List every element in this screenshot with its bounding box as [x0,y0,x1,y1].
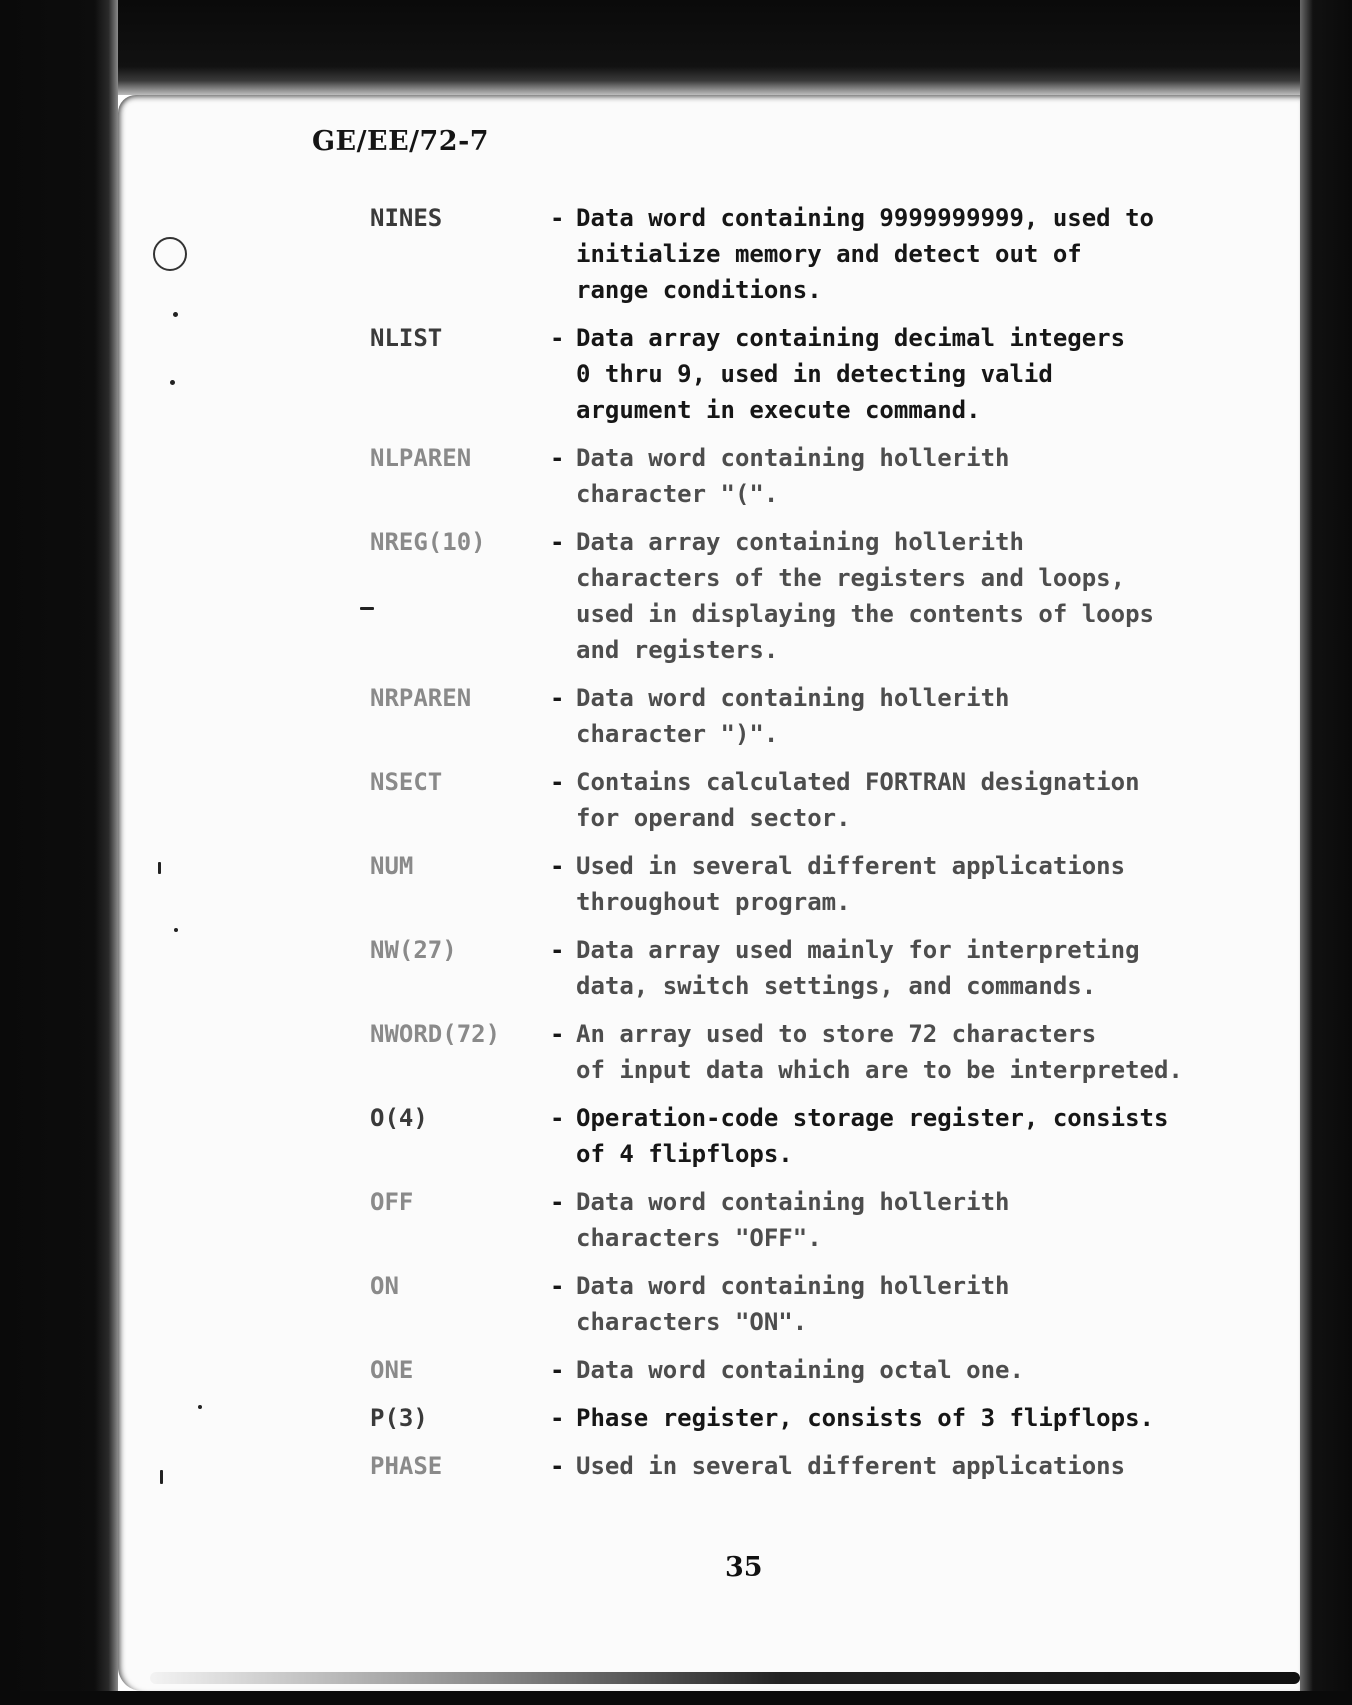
entry-name: NREG(10) [370,528,486,556]
glossary-entry [370,848,1200,920]
entry-description: Data word containing hollerith character "(". [576,444,1010,508]
glossary-entry [370,1184,1200,1256]
entry-name: P(3) [370,1404,428,1432]
scan-speck [173,312,178,317]
scan-speck [170,380,175,385]
glossary-entry [370,680,1200,752]
glossary-entry [370,200,1200,308]
entry-dash: - [550,1104,565,1132]
punch-hole-icon [153,237,187,271]
page-number: 35 [725,1552,763,1583]
glossary-list [370,200,1200,1496]
scan-speck [198,1405,202,1409]
entry-description: Phase register, consists of 3 flipflops. [576,1404,1154,1432]
entry-description: Data word containing octal one. [576,1356,1024,1384]
entry-dash: - [550,852,565,880]
entry-name: PHASE [370,1452,443,1480]
entry-name: NUM [370,852,414,880]
entry-dash: - [550,1404,565,1432]
report-identifier: GE/EE/72-7 [312,126,490,157]
entry-dash: - [550,444,565,472]
entry-name: OFF [370,1188,414,1216]
entry-name: NLPAREN [370,444,472,472]
entry-name: NRPAREN [370,684,472,712]
entry-name: NLIST [370,324,443,352]
entry-dash: - [550,1356,565,1384]
entry-description: An array used to store 72 characters of input data which are to be interpreted. [576,1020,1183,1084]
entry-name: NINES [370,204,443,232]
scan-edge-shadow [150,1672,1300,1684]
entry-name: NWORD(72) [370,1020,501,1048]
scan-speck [160,1470,163,1484]
scan-speck [174,928,178,932]
glossary-entry [370,1100,1200,1172]
scan-frame-left [0,0,118,1705]
entry-dash: - [550,684,565,712]
entry-dash: - [550,204,565,232]
entry-name: ON [370,1272,399,1300]
entry-dash: - [550,1452,565,1480]
glossary-entry [370,764,1200,836]
glossary-entry [370,932,1200,1004]
glossary-entry [370,524,1200,668]
entry-name: O(4) [370,1104,428,1132]
scan-speck [158,862,161,874]
entry-dash: - [550,324,565,352]
scan-frame-right [1300,0,1352,1705]
entry-description: Data word containing hollerith character ")". [576,684,1010,748]
glossary-entry [370,1352,1200,1388]
entry-dash: - [550,936,565,964]
entry-description: Data array containing hollerith characters of the registers and loops, used in displaying the contents of loops and registers. [576,528,1154,664]
entry-description: Used in several different applications [576,1452,1126,1480]
entry-description: Operation-code storage register, consists of 4 flipflops. [576,1104,1169,1168]
scan-frame-top [0,0,1352,95]
glossary-entry [370,320,1200,428]
glossary-entry [370,440,1200,512]
entry-description: Data word containing 9999999999, used to initialize memory and detect out of range conditions. [576,204,1154,304]
entry-dash: - [550,1020,565,1048]
glossary-entry [370,1448,1200,1484]
entry-dash: - [550,768,565,796]
entry-description: Data array used mainly for interpreting data, switch settings, and commands. [576,936,1140,1000]
scan-frame-bottom [0,1691,1352,1705]
entry-dash: - [550,1188,565,1216]
glossary-entry [370,1016,1200,1088]
entry-description: Used in several different applications throughout program. [576,852,1126,916]
entry-dash: - [550,528,565,556]
entry-description: Contains calculated FORTRAN designation for operand sector. [576,768,1140,832]
entry-description: Data word containing hollerith characters "OFF". [576,1188,1010,1252]
glossary-entry [370,1268,1200,1340]
entry-description: Data word containing hollerith characters "ON". [576,1272,1010,1336]
glossary-entry [370,1400,1200,1436]
entry-name: NSECT [370,768,443,796]
entry-name: NW(27) [370,936,457,964]
entry-dash: - [550,1272,565,1300]
entry-name: ONE [370,1356,414,1384]
entry-description: Data array containing decimal integers 0 thru 9, used in detecting valid argument in execute command. [576,324,1126,424]
